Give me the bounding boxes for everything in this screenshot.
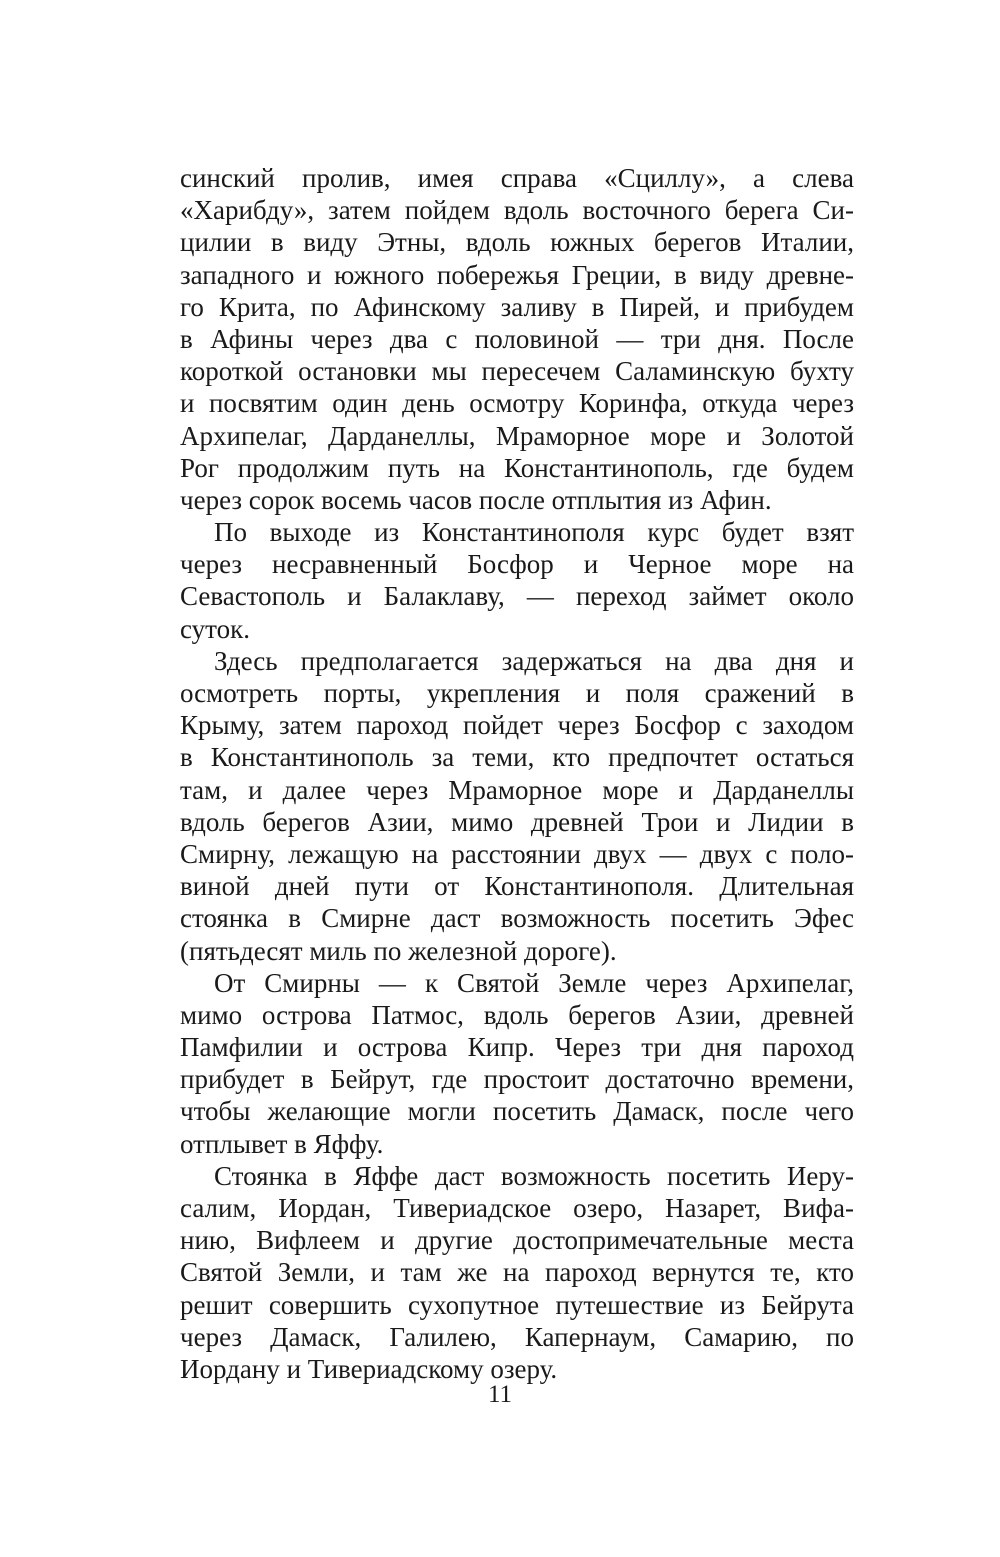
text-line: салим, Иордан, Тивериадское озеро, Назарет, Вифа- <box>180 1193 854 1223</box>
text-line: Севастополь и Балаклаву, — переход займет около <box>180 581 854 612</box>
text-line: мимо острова Патмос, вдоль берегов Азии, древней <box>180 999 854 1030</box>
text-line: Смирну, лежащую на расстоянии двух — двух с поло- <box>180 838 854 869</box>
text-line: через сорок восемь часов после отплытия из Афин. <box>180 484 772 515</box>
text-line: Стоянка в Яффе даст возможность посетить Иеру- <box>214 1160 854 1191</box>
text-line: стоянка в Смирне даст возможность посетить Эфес <box>180 903 854 934</box>
text-line: и посвятим один день осмотру Коринфа, откуда через <box>180 388 854 419</box>
text-line: прибудет в Бейрут, где простоит достаточно времени, <box>180 1064 854 1095</box>
paragraph-5 <box>180 1160 854 1385</box>
text-line: в Константинополь за теми, кто предпочтет остаться <box>180 742 854 773</box>
text-line: западного и южного побережья Греции, в виду древне- <box>180 259 854 290</box>
page-number: 11 <box>487 1381 513 1408</box>
text-line: через Дамаск, Галилею, Капернаум, Самарию, по <box>180 1321 854 1352</box>
text-line: «Харибду», затем пойдем вдоль восточного берега Си- <box>180 195 854 226</box>
text-line: суток. <box>180 613 250 644</box>
text-line: Крыму, затем пароход пойдет через Босфор с заходом <box>180 710 854 741</box>
text-line: вдоль берегов Азии, мимо древней Трои и Лидии в <box>180 806 854 837</box>
text-line: Архипелаг, Дарданеллы, Мраморное море и Золотой <box>180 420 854 451</box>
body-text <box>180 162 854 1385</box>
text-line: отплывет в Яффу. <box>180 1128 384 1159</box>
text-line: Рог продолжим путь на Константинополь, где будем <box>180 452 854 483</box>
text-line: короткой остановки мы пересечем Саламинскую бухту <box>180 356 854 387</box>
paragraph-1 <box>180 162 854 516</box>
text-line: чтобы желающие могли посетить Дамаск, после чего <box>180 1096 854 1127</box>
text-line: виной дней пути от Константинополя. Длительная <box>180 871 854 902</box>
text-line: (пятьдесят миль по железной дороге). <box>180 935 617 966</box>
text-line: По выходе из Константинополя курс будет взят <box>214 517 854 548</box>
text-line: цилии в виду Этны, вдоль южных берегов Италии, <box>180 227 854 258</box>
text-line: Святой Земли, и там же на пароход вернутся те, кто <box>180 1257 854 1288</box>
paragraph-4 <box>180 967 854 1160</box>
text-line: синский пролив, имея справа «Сциллу», а слева <box>180 163 854 193</box>
text-line: там, и далее через Мраморное море и Дарданеллы <box>180 774 854 805</box>
text-line: го Крита, по Афинскому заливу в Пирей, и прибудем <box>180 291 854 322</box>
paragraph-3 <box>180 645 854 967</box>
text-line: Иордану и Тивериадскому озеру. <box>180 1353 558 1384</box>
text-line: через несравненный Босфор и Черное море на <box>180 549 854 580</box>
text-line: Здесь предполагается задержаться на два дня и <box>214 645 854 676</box>
text-line: осмотреть порты, укрепления и поля сражений в <box>180 678 854 708</box>
text-line: От Смирны — к Святой Земле через Архипелаг, <box>214 967 854 998</box>
text-line: нию, Вифлеем и другие достопримечательные места <box>180 1225 854 1256</box>
text-line: Памфилии и острова Кипр. Через три дня пароход <box>180 1032 854 1063</box>
paragraph-2 <box>180 516 854 645</box>
text-line: решит совершить сухопутное путешествие из Бейрута <box>180 1289 854 1320</box>
text-line: в Афины через два с половиной — три дня. После <box>180 323 854 354</box>
